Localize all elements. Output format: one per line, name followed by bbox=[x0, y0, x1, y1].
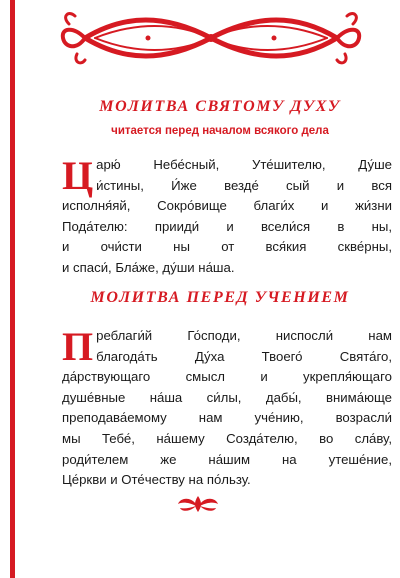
prayer2-dropcap: П bbox=[62, 324, 94, 369]
prayer2-line: благода́ть Ду́ха Твоего́ Свята́го, bbox=[96, 348, 392, 364]
fleuron-icon bbox=[174, 492, 222, 516]
prayer2-line: роди́телем же на́шим на утеше́ние, bbox=[62, 451, 392, 467]
prayer2-title: МОЛИТВА ПЕРЕД УЧЕНИЕМ bbox=[90, 289, 350, 306]
prayer1-line: исполня́яй, Сокро́вище благи́х и жи́зни bbox=[62, 198, 392, 214]
prayer1-line: и́стины, И́же везде́ сый и вся bbox=[96, 177, 392, 193]
celtic-knot-banner-icon bbox=[55, 8, 367, 68]
prayer2-line: реблаги́й Го́споди, ниспосли́ нам bbox=[96, 328, 392, 343]
prayer2-line: преподава́емому нам уче́нию, возрасли́ bbox=[62, 410, 392, 426]
prayer2-line: Це́ркви и Оте́честву на по́льзу. bbox=[62, 472, 251, 488]
prayer2-line: душе́вные на́ша си́лы, дабы́, внима́юще bbox=[62, 389, 392, 405]
prayer2-text bbox=[62, 326, 392, 491]
prayer1-title: МОЛИТВА СВЯТОМУ ДУХУ bbox=[99, 98, 341, 115]
prayer2-line: да́рствующаго смысл и укрепля́ющаго bbox=[62, 369, 392, 385]
prayer1-line: и очи́сти ны от вся́кия скве́рны, bbox=[62, 239, 392, 255]
prayer1-subtitle: читается перед началом всякого дела bbox=[111, 125, 329, 137]
prayer1-line: арю́ Небе́сный, Уте́шителю, Ду́ше bbox=[96, 157, 392, 172]
prayer1-line: Пода́телю: прииди́ и всели́ся в ны, bbox=[62, 218, 392, 234]
left-border-rule bbox=[10, 0, 15, 578]
prayer1-dropcap: Ц bbox=[62, 153, 94, 198]
prayer2-line: мы Тебе́, на́шему Созда́телю, во сла́ву, bbox=[62, 430, 392, 446]
prayer1-text bbox=[62, 155, 392, 279]
prayer1-line: и спаси́, Бла́же, ду́ши на́ша. bbox=[62, 259, 235, 275]
